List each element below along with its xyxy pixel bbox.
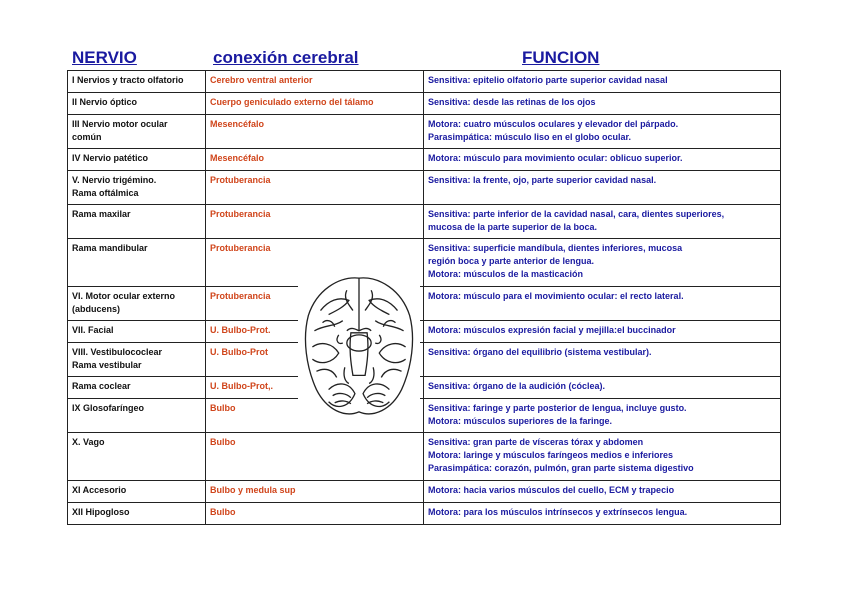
nervio-cell xyxy=(68,433,206,481)
header-funcion: FUNCION xyxy=(522,48,600,67)
funcion-line: Sensitiva: superficie mandíbula, dientes inferiores, mucosa xyxy=(428,243,683,253)
table-row xyxy=(68,343,781,377)
funcion-cell xyxy=(424,71,781,93)
brain-icon xyxy=(298,270,420,422)
funcion-cell xyxy=(424,93,781,115)
nervio-cell xyxy=(68,93,206,115)
conexion-cell: U. Bulbo-Prot xyxy=(206,343,424,377)
nervio-cell xyxy=(68,503,206,525)
nervio-line: (abducens) xyxy=(72,304,121,314)
nervio-cell xyxy=(68,239,206,287)
funcion-line: Motora: hacia varios músculos del cuello, ECM y trapecio xyxy=(428,485,675,495)
funcion-line: Motora: para los músculos intrínsecos y extrínsecos lengua. xyxy=(428,507,688,517)
cranial-nerves-table xyxy=(67,70,781,525)
funcion-cell xyxy=(424,115,781,149)
funcion-line: Sensitiva: la frente, ojo, parte superior cavidad nasal. xyxy=(428,175,657,185)
funcion-cell xyxy=(424,287,781,321)
funcion-line: región boca y parte anterior de lengua. xyxy=(428,256,595,266)
funcion-line: Motora: músculos expresión facial y mejilla:el buccinador xyxy=(428,325,676,335)
nervio-line: VI. Motor ocular externo xyxy=(72,291,176,301)
conexion-cell: U. Bulbo-Prot,. xyxy=(206,377,424,399)
nervio-line: Rama mandibular xyxy=(72,243,148,253)
funcion-cell xyxy=(424,239,781,287)
table-body xyxy=(68,71,781,525)
funcion-line: Sensitiva: parte inferior de la cavidad nasal, cara, dientes superiores, xyxy=(428,209,725,219)
nervio-line: XI Accesorio xyxy=(72,485,127,495)
funcion-line: Sensitiva: desde las retinas de los ojos xyxy=(428,97,596,107)
nervio-line: V. Nervio trigémino. xyxy=(72,175,157,185)
nervio-line: Rama vestibular xyxy=(72,360,142,370)
table-row xyxy=(68,71,781,93)
table-row xyxy=(68,205,781,239)
funcion-cell xyxy=(424,481,781,503)
nervio-cell xyxy=(68,149,206,171)
nervio-line: Rama maxilar xyxy=(72,209,131,219)
conexion-cell: Bulbo xyxy=(206,399,424,433)
table-row xyxy=(68,503,781,525)
table-row xyxy=(68,287,781,321)
conexion-cell: U. Bulbo-Prot. xyxy=(206,321,424,343)
table-row xyxy=(68,321,781,343)
funcion-line: Sensitiva: epitelio olfatorio parte superior cavidad nasal xyxy=(428,75,668,85)
funcion-line: Motora: músculos superiores de la faringe. xyxy=(428,416,613,426)
table-row xyxy=(68,93,781,115)
funcion-line: Sensitiva: órgano del equilibrio (sistema vestibular). xyxy=(428,347,652,357)
nervio-cell xyxy=(68,115,206,149)
conexion-cell: Cuerpo geniculado externo del tálamo xyxy=(206,93,424,115)
table-row xyxy=(68,481,781,503)
funcion-line: Motora: cuatro músculos oculares y elevador del párpado. xyxy=(428,119,679,129)
nervio-cell xyxy=(68,287,206,321)
funcion-line: Motora: músculo para movimiento ocular: oblicuo superior. xyxy=(428,153,683,163)
nervio-line: II Nervio óptico xyxy=(72,97,138,107)
nervio-cell xyxy=(68,205,206,239)
nervio-cell xyxy=(68,171,206,205)
header-conexion: conexión cerebral xyxy=(213,48,359,67)
table-row xyxy=(68,377,781,399)
conexion-cell: Bulbo xyxy=(206,433,424,481)
nervio-line: XII Hipogloso xyxy=(72,507,130,517)
nervio-cell xyxy=(68,321,206,343)
table-row xyxy=(68,239,781,287)
funcion-line: Motora: músculos de la masticación xyxy=(428,269,584,279)
funcion-cell xyxy=(424,503,781,525)
funcion-line: Motora: laringe y músculos faríngeos medios e inferiores xyxy=(428,450,674,460)
nervio-cell xyxy=(68,343,206,377)
funcion-line: Motora: músculo para el movimiento ocular: el recto lateral. xyxy=(428,291,684,301)
funcion-cell xyxy=(424,433,781,481)
nervio-cell xyxy=(68,377,206,399)
funcion-line: Sensitiva: faringe y parte posterior de lengua, incluye gusto. xyxy=(428,403,687,413)
nervio-line: IV Nervio patético xyxy=(72,153,149,163)
conexion-cell: Bulbo y medula sup xyxy=(206,481,424,503)
conexion-cell: Protuberancia xyxy=(206,287,424,321)
table-row xyxy=(68,399,781,433)
header-nervio: NERVIO xyxy=(72,48,137,67)
nervio-line: III Nervio motor ocular xyxy=(72,119,168,129)
funcion-cell xyxy=(424,343,781,377)
nervio-line: I Nervios y tracto olfatorio xyxy=(72,75,184,85)
nervio-line: Rama oftálmica xyxy=(72,188,139,198)
nervio-cell xyxy=(68,71,206,93)
conexion-cell: Protuberancia xyxy=(206,205,424,239)
funcion-cell xyxy=(424,171,781,205)
table-row xyxy=(68,149,781,171)
conexion-cell: Mesencéfalo xyxy=(206,149,424,171)
funcion-cell xyxy=(424,377,781,399)
nervio-line: VIII. Vestibulococlear xyxy=(72,347,163,357)
conexion-cell: Protuberancia xyxy=(206,171,424,205)
nervio-line: común xyxy=(72,132,102,142)
funcion-line: Parasimpática: músculo liso en el globo ocular. xyxy=(428,132,632,142)
nervio-line: Rama coclear xyxy=(72,381,131,391)
nervio-line: IX Glosofaríngeo xyxy=(72,403,145,413)
conexion-cell: Mesencéfalo xyxy=(206,115,424,149)
conexion-cell: Protuberancia xyxy=(206,239,424,287)
conexion-cell: Cerebro ventral anterior xyxy=(206,71,424,93)
table-row xyxy=(68,433,781,481)
funcion-line: Sensitiva: gran parte de vísceras tórax y abdomen xyxy=(428,437,644,447)
nervio-cell xyxy=(68,399,206,433)
funcion-line: Parasimpática: corazón, pulmón, gran parte sistema digestivo xyxy=(428,463,694,473)
funcion-cell xyxy=(424,399,781,433)
funcion-line: mucosa de la parte superior de la boca. xyxy=(428,222,598,232)
funcion-cell xyxy=(424,149,781,171)
funcion-cell xyxy=(424,205,781,239)
funcion-cell xyxy=(424,321,781,343)
nervio-line: VII. Facial xyxy=(72,325,114,335)
table-row xyxy=(68,171,781,205)
nervio-cell xyxy=(68,481,206,503)
nervio-line: X. Vago xyxy=(72,437,105,447)
table-row xyxy=(68,115,781,149)
conexion-cell: Bulbo xyxy=(206,503,424,525)
funcion-line: Sensitiva: órgano de la audición (cóclea). xyxy=(428,381,606,391)
